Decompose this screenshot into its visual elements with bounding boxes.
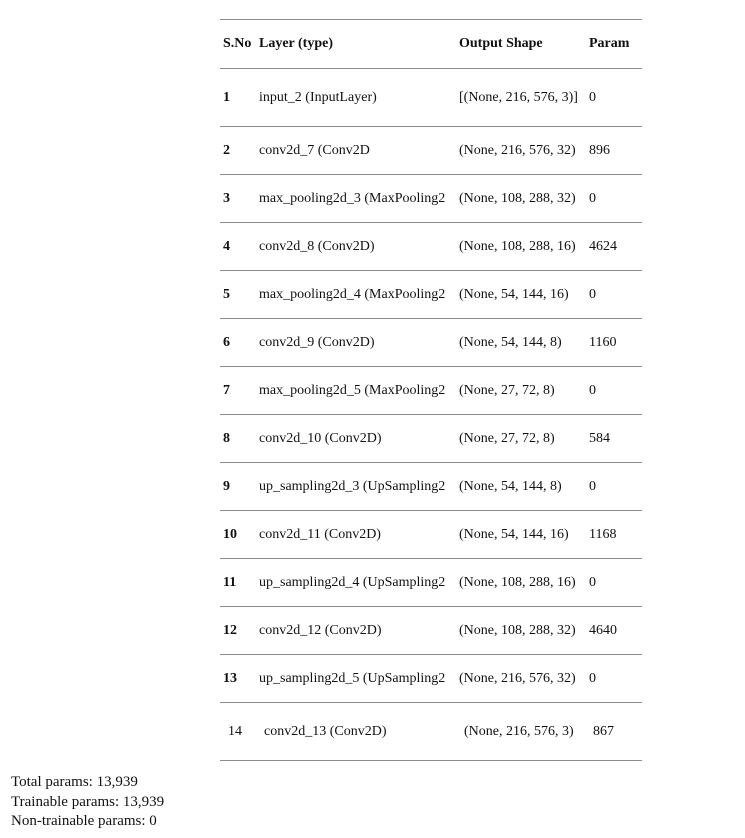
- row-output-shape: [(None, 216, 576, 3)]: [459, 89, 578, 105]
- row-layer: conv2d_9 (Conv2D): [259, 334, 375, 350]
- row-sno: 6: [223, 334, 230, 350]
- row-layer: conv2d_12 (Conv2D): [259, 622, 382, 638]
- row-param: 4640: [589, 622, 617, 638]
- row-sno: 3: [223, 190, 230, 206]
- table-row: [220, 463, 642, 511]
- row-param: 1160: [589, 334, 617, 350]
- model-summary-table: [220, 19, 642, 761]
- table-row: [220, 703, 642, 761]
- row-output-shape: (None, 108, 288, 16): [459, 574, 576, 590]
- row-sno: 4: [223, 238, 230, 254]
- table-header-row: [220, 20, 642, 69]
- row-sno: 5: [223, 286, 230, 302]
- row-output-shape: (None, 27, 72, 8): [459, 430, 555, 446]
- row-layer: up_sampling2d_3 (UpSampling2: [259, 478, 446, 494]
- row-layer: conv2d_8 (Conv2D): [259, 238, 375, 254]
- table-row: [220, 69, 642, 127]
- row-layer: conv2d_7 (Conv2D: [259, 142, 370, 158]
- row-output-shape: (None, 216, 576, 32): [459, 670, 576, 686]
- row-layer: conv2d_13 (Conv2D): [264, 723, 387, 739]
- row-param: 1168: [589, 526, 617, 542]
- row-layer: up_sampling2d_5 (UpSampling2: [259, 670, 446, 686]
- row-param: 4624: [589, 238, 617, 254]
- row-param: 0: [589, 574, 596, 590]
- row-output-shape: (None, 54, 144, 16): [459, 286, 569, 302]
- trainable-params: Trainable params: 13,939: [11, 793, 165, 810]
- table-row: [220, 367, 642, 415]
- table-row: [220, 655, 642, 703]
- row-sno: 8: [223, 430, 230, 446]
- row-output-shape: (None, 108, 288, 32): [459, 622, 576, 638]
- row-sno: 1: [223, 89, 230, 105]
- row-layer: max_pooling2d_3 (MaxPooling2: [259, 190, 446, 206]
- row-sno: 12: [223, 622, 237, 638]
- header-sno: S.No: [223, 36, 252, 51]
- row-output-shape: (None, 216, 576, 3): [464, 723, 574, 739]
- row-param: 896: [589, 142, 610, 158]
- row-sno: 11: [223, 574, 237, 590]
- table-row: [220, 223, 642, 271]
- table-row: [220, 511, 642, 559]
- header-param: Param: [589, 36, 630, 51]
- row-layer: conv2d_10 (Conv2D): [259, 430, 382, 446]
- row-output-shape: (None, 27, 72, 8): [459, 382, 555, 398]
- row-param: 867: [593, 723, 614, 739]
- table-row: [220, 559, 642, 607]
- row-layer: conv2d_11 (Conv2D): [259, 526, 381, 542]
- row-layer: up_sampling2d_4 (UpSampling2: [259, 574, 446, 590]
- row-layer: max_pooling2d_5 (MaxPooling2: [259, 382, 446, 398]
- row-sno: 14: [228, 723, 242, 739]
- header-layer-type: Layer (type): [259, 36, 333, 51]
- table-row: [220, 415, 642, 463]
- non-trainable-params: Non-trainable params: 0: [11, 813, 157, 829]
- row-param: 584: [589, 430, 610, 446]
- row-layer: input_2 (InputLayer): [259, 89, 377, 105]
- table-row: [220, 127, 642, 175]
- row-output-shape: (None, 54, 144, 16): [459, 526, 569, 542]
- row-sno: 13: [223, 670, 237, 686]
- row-param: 0: [589, 670, 596, 686]
- header-output-shape: Output Shape: [459, 36, 543, 51]
- row-sno: 7: [223, 382, 230, 398]
- total-params: Total params: 13,939: [11, 774, 138, 790]
- table-row: [220, 607, 642, 655]
- table-row: [220, 175, 642, 223]
- row-param: 0: [589, 286, 596, 302]
- row-sno: 2: [223, 142, 230, 158]
- row-output-shape: (None, 216, 576, 32): [459, 142, 576, 158]
- row-layer: max_pooling2d_4 (MaxPooling2: [259, 286, 446, 302]
- table-row: [220, 271, 642, 319]
- row-param: 0: [589, 478, 596, 494]
- row-param: 0: [589, 190, 596, 206]
- row-param: 0: [589, 382, 596, 398]
- row-sno: 10: [223, 526, 237, 542]
- row-output-shape: (None, 108, 288, 16): [459, 238, 576, 254]
- row-output-shape: (None, 108, 288, 32): [459, 190, 576, 206]
- row-sno: 9: [223, 478, 230, 494]
- params-summary: [11, 773, 164, 832]
- row-output-shape: (None, 54, 144, 8): [459, 334, 562, 350]
- table-row: [220, 319, 642, 367]
- row-output-shape: (None, 54, 144, 8): [459, 478, 562, 494]
- row-param: 0: [589, 89, 596, 105]
